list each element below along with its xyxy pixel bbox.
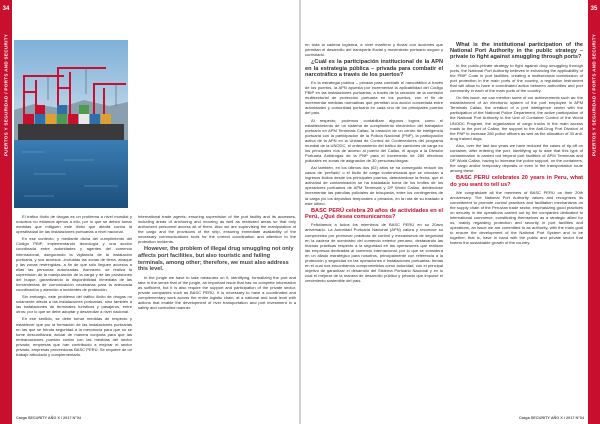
right-col1-para-3: Así también, en los últimos dos (02) años se ha conseguido reducir los casos de 'preñado' o el ilícito de carga contenerizada que se vinculan a ingresos ilícitos desde los principales puertos, detectándose la fecha, que el actividad de contaminación se ha trasladado fuera de los límites de los operadores portuarios de APM Terminals y DP World Callao, debiéndose incrementar las patrullas policiales de búsqueda, entre los contingentes de la carga y/o los depósitos temporales o privados, en la ruta de su traslado a este último. [305,165,443,206]
right-col1-para-4: Felicitamos a todos los miembros de BASC PERÚ en su 20avo aniversario. La Autoridad Portuaria Nacional (APN) valora y reconoce su compromiso por promover prácticas de control y mecanismos de seguridad en la cadena de suministro del comercio exterior peruano, destacando las buenas prácticas respecto a la seguridad en las operaciones que realizan las empresas dedicadas al comercio internacional, por lo que se considera en un aliado estratégico para nosotros, principalmente con referencia a la protección y seguridad en las operaciones e instalaciones portuarias, temas en el cual nos encontramos comprometidos como autoridad, con el principal objetivo de garantizar el desarrollo del Sistema Portuario Nacional y en lo cual el mejorar de la manera de desarrollo público y privado que impulse el crecimiento sostenible del país. [305,222,443,283]
left-page-number: 34 [2,6,10,12]
right-col1-heading-1: ¿Cuál es la participación institucional de la APN en la estrategia pública – privada para combatir el narcotráfico a través de los puertos? [305,59,443,78]
left-col1-para-1: El tráfico ilícito de drogas es un problema a nivel mundial y nosotros no estamos ajenos a ello, por lo que se deben tomar medidas que mitiguen este ilícito que atenta contra la operatividad de las instalaciones portuarias a nivel nacional. [16,214,132,235]
port-photo-illustration [14,40,128,208]
right-col2 [450,42,583,248]
left-sidebar [0,0,12,424]
right-col1-intro: en toda la cadena logística, a nivel marítimo y fluvial con acciones que permitan el desarrollo del transporte fluvial y movimiento portuario seguro y controlado. [305,42,443,58]
right-col2-heading-1: What is the institutional participation of the National Port Authority in the public strategy – private to fight against smuggling through ports? [450,42,583,61]
left-pull-quote: However, the problem of illegal drug smuggling not only affects port facilities, but also touristic and failing terminals, among other; therefore, we must also address this level. [138,246,294,273]
right-col2-para-3: Also, over the last two years we have reduced the cases of rip-off on container, after entering the port, identifying up to date that this type of contamination is carried out beyond port facilities of APM Terminals and DP World Callao, having to increase the police support, on the containers, the cargo and/or temporary deposits or even in the transportation route among these. [450,142,583,174]
right-page-number: 35 [590,6,598,12]
right-col1-heading-2: BASC PERÚ celebra 20 años de actividades en el Perú, ¿Qué desea comunicarnos? [305,207,443,221]
left-col2-para-top: International trade agents; ensuring supervision of the port facility and its accesses-including areas of anchoring and mooring as well as restricted areas so that only authorized personnel access all of them. Also we are supervising the manipulation of the cargo and the provisions of the ship, ensuring immediate availability of the necessary communications tools for the correct coordination and attention to the protection incidents. [138,214,296,245]
left-col2 [138,214,296,313]
right-col2-para-4: We congratulate all the members of BASC PERU on their 20th anniversary. The National Port Authority values and recognizes its commitment to promote control practices and facilitation mechanisms on the supply chain of the Peruvian trade sector, emphasizing good practices on security in the operations carried out by the companies dedicated to international commerce, constituting themselves as a strategic allied for us, mainly regarding protection and security in port facilities and operations, an issue we are committed to as authority, with the main goal to ensure the development of the National Port System and to be together, that is, have in hand with the public and private sector that fosters the sustainable growth of the country. [450,189,583,246]
left-footer: Carga SECURITY AÑO X / 2017 N°34 [16,416,82,420]
right-col2-para-2: On this issue, we can mention some of our achievements such as: the establishment of an electronic system of the port employee in APM Terminals Callao, the creation of a port intelligence center with the participation of the National Police Department, the active participation of the National Port Authority in the Unit of Container Control of the World UNODC Program, the organization of cargo trucks in the main access roads to the port of Callao, the support to the Anti-Drug Port Division of the PNP to increase 280 police officers as well as the allocation of 30 anti-drug trained dogs. [450,95,583,141]
page-gutter [299,0,301,424]
right-sidebar [588,0,600,424]
right-col1 [305,42,443,285]
left-section-label: PUERTOS Y SEGURIDAD / PORTS AND SECURITY [3,33,9,157]
left-section-label-wrap [0,33,12,157]
left-col1-para-3: Sin embargo, este problema del tráfico ilícito de drogas no solamente afecta a las instalaciones portuarias, sino también a las instalaciones de terminales turísticos y pasajeros, entre otros; por lo que se debe adoptar y desarrollar a nivel nacional. [16,294,132,315]
port-photo [14,40,128,208]
left-col1-lower [16,214,132,359]
left-col2-para-bottom: In the jungle we have to take measures on it, identifying, formalizing the port and take in the sense that of the jungle, an important issue that has no complete information as sufficient, but it is also require the support and participation of the private sector, private companies such as BASC PERÚ. It is necessary to have a coordinated and complementary work across the entire logistic chain, at a national and local level with actions that enable the development of river transportation and port investment in a safety and controlled manner. [138,275,296,311]
right-col2-para-1: In the public-private strategy to fight against drug smuggling through ports, the National Port Authority believes in enhancing the applicability of the PBIP Code in port facilities, creating a multisectoral commission of port protection in the main ports of the country, a regulation instrument that will allow to have a coordinated action between authorities and port community in each of the main ports of the country. [450,62,583,94]
right-col1-para-2: Al respecto, podemos contabilizar algunos logros como el establecimiento de un sistema de cumplimiento electrónico del trabajador portuario en APM Terminals Callao, la creación de un centro de inteligencia portuaria con la participación de la Policía Nacional (PNP), la participación activa de la APN en la Unidad de Control de Contenedores del programa mundial de la UNODC, el ordenamiento del tráfico de camiones de carga en los principales ríos de acceso al puerto del Callao, el apoyo a la División Portuaria Antidrogas de la PNP para el incremento de 280 efectivos policiales en zonas de asignación de 30 personas/drogas. [305,117,443,164]
right-section-label: PUERTOS Y SEGURIDAD / PORTS AND SECURITY [591,33,597,157]
right-col1-para-1: En la estrategia pública – privada para combatir el narcotráfico a través de los puertos, la APN apuesta por incrementar la aplicabilidad del Código PBIP en las instalaciones portuarias, a través de la creación de la comisión multisectorial de protección portuaria en los puertos, con el fin de incrementar medidas normativas que permitan una acción concertada entre autoridades y comunidad portuaria en cada uno de los principales puertos del país. [305,80,443,116]
left-col1-para-4: En ese sentido, se debe tomar medidas de respecto y establecer que por la formación de las instalaciones portuarias en las que se brinda seguridad a la mercancía para que no se tome desconfianza; actuar de manera conjunta para que las embarcaciones puedan contar con las medidas del sector privado; empresas que han contribuido a mejorar el sector privado, empresas proveedoras BASC PERÚ. Se requiere de un trabajo articulado y complementario. [16,316,132,357]
right-footer: Carga SECURITY AÑO X / 2017 N°34 [518,416,584,420]
right-section-label-wrap [588,33,600,157]
right-col2-heading-2: BASC PERU celebrates 20 years in Peru, what do you want to tell us? [450,175,583,188]
left-col1-para-2: En ese contexto, y mediante dicha del cumplimiento del Código PBIP, implementando tecnología y una acción coordinada entre autoridades y agentes del comercio internacional, asegurando la vigilancia de la instalación portuaria, y sus accesos –incluidas las zonas de tierra, atraque y las zonas restringidas- a fin de que sólo lleguen accesos a ellas las personas autorizadas. Asimismo, se realiza la supervisión de la manipulación de la carga y de las provisiones del buque, garantizando la disponibilidad inmediata de las herramientas de comunicación necesarias para la adecuada coordinación y atención a incidentes de protección. [16,236,132,292]
